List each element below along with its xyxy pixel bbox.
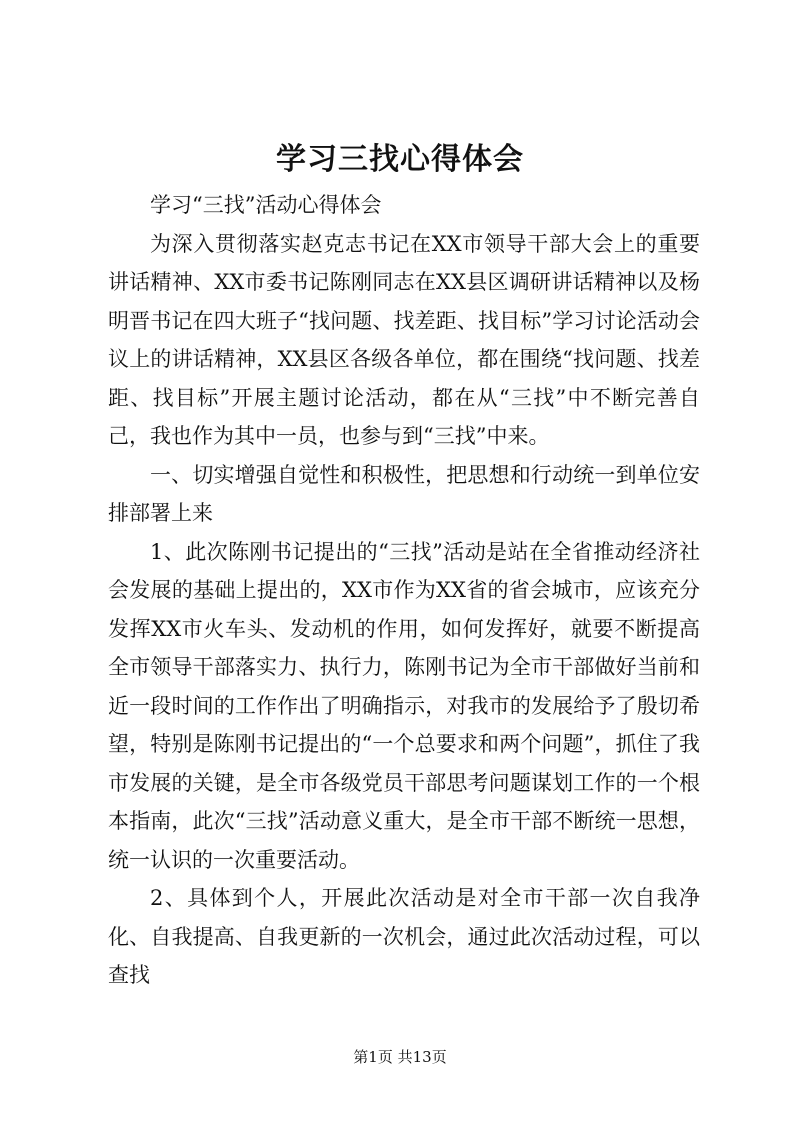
document-title: 学习三找心得体会 [276,142,524,177]
section-heading-paragraph: 一、切实增强自觉性和积极性，把思想和行动统一到单位安排部署上来 [108,462,700,525]
point-two-paragraph: 2、具体到个人，开展此次活动是对全市干部一次自我净化、自我提高、自我更新的一次机会，通过此次活动过程，可以查找 [108,886,700,987]
intro-paragraph: 为深入贯彻落实赵克志书记在XX市领导干部大会上的重要讲话精神、XX市委书记陈刚同志在XX县区调研讲话精神以及杨明晋书记在四大班子“找问题、找差距、找目标”学习讨论活动会议上的讲话精神，XX县区各级各单位，都在围绕“找问题、找差距、找目标”开展主题讨论活动，都在从“三找”中不断完善自己，我也作为其中一员，也参与到“三找”中来。 [108,231,700,448]
point-one-paragraph: 1、此次陈刚书记提出的“三找”活动是站在全省推动经济社会发展的基础上提出的，XX市作为XX省的省会城市，应该充分发挥XX市火车头、发动机的作用，如何发挥好，就要不断提高全市领导干部落实力、执行力，陈刚书记为全市干部做好当前和近一段时间的工作作出了明确指示，对我市的发展给予了殷切希望，特别是陈刚书记提出的“一个总要求和两个问题”，抓住了我市发展的关键，是全市各级党员干部思考问题谋划工作的一个根本指南，此次“三找”活动意义重大，是全市干部不断统一思想，统一认识的一次重要活动。 [108,539,700,872]
subtitle-paragraph: 学习“三找”活动心得体会 [150,193,382,217]
document-body [108,186,700,995]
page-number-footer: 第1页 共13页 [353,1048,447,1066]
